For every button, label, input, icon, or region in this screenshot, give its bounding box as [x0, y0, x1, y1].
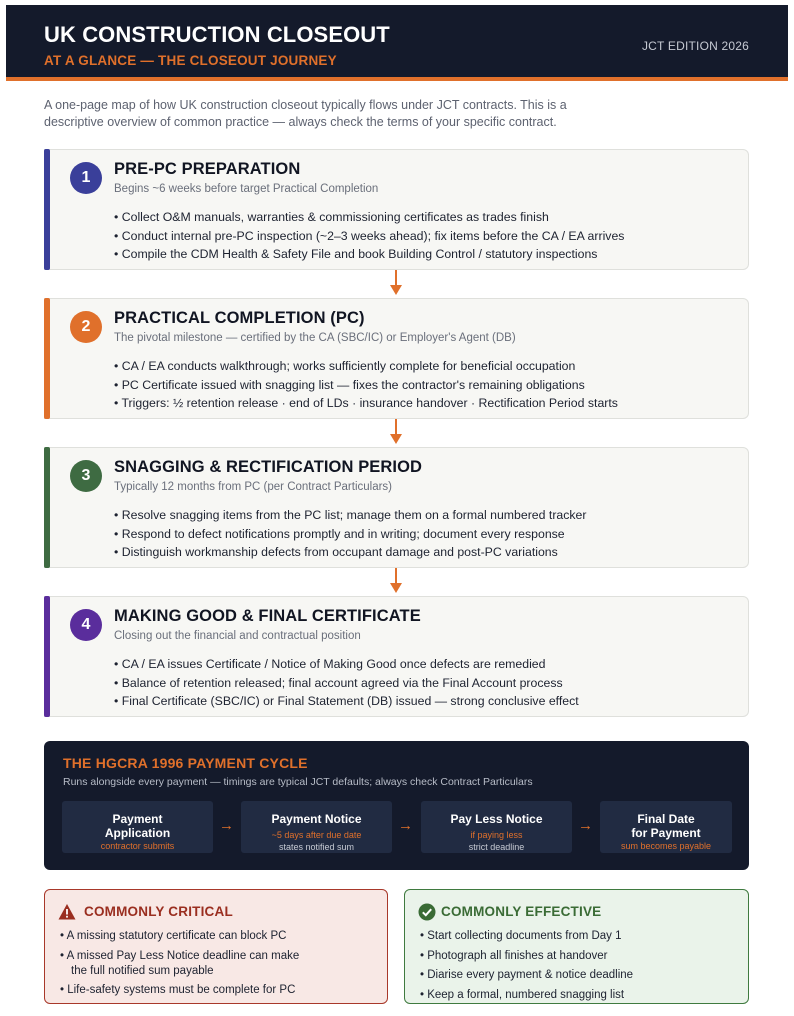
down-arrow-icon [390, 419, 402, 445]
effective-item-list [420, 929, 745, 1007]
phase-title: PRE-PC PREPARATION [114, 160, 301, 178]
step-note: ~5 days after due date [271, 830, 362, 840]
step-note: contractor submits [100, 841, 175, 851]
step-note: if paying less [470, 830, 523, 840]
phase-accent-bar [44, 298, 50, 419]
list-item: • Compile the CDM Health & Safety File and book Building Control / statutory inspections [114, 247, 598, 261]
phase-item-list [114, 208, 624, 264]
phase-item-list [114, 655, 579, 711]
list-item: • Triggers: ½ retention release · end of LDs · insurance handover · Rectification Period starts [114, 396, 618, 410]
list-item: • CA / EA conducts walkthrough; works sufficiently complete for beneficial occupation [114, 359, 576, 373]
list-item: • Life-safety systems must be complete for PC [60, 984, 296, 997]
phase-card-4 [44, 596, 749, 717]
phase-number-badge: 1 [70, 162, 102, 194]
right-arrow-icon: → [398, 817, 413, 834]
list-item: • A missed Pay Less Notice deadline can make the full notified sum payable [60, 949, 300, 977]
list-item: • Collect O&M manuals, warranties & commissioning certificates as trades finish [114, 210, 549, 224]
list-item: • Balance of retention released; final account agreed via the Final Account process [114, 675, 563, 690]
list-item: • Keep a formal, numbered snagging list [420, 988, 625, 1001]
phase-accent-bar [44, 149, 50, 270]
step-note: sum becomes payable [620, 841, 712, 851]
phase-number-badge: 3 [70, 460, 102, 492]
phase-subtitle: Closing out the financial and contractual position [114, 630, 361, 642]
down-arrow-icon [390, 568, 402, 594]
phase-accent-bar [44, 447, 50, 568]
phase-card-1 [44, 149, 749, 270]
commonly-critical-box [44, 889, 388, 1004]
right-arrow-icon: → [219, 817, 234, 834]
payment-step-application [62, 801, 213, 853]
list-item: • Start collecting documents from Day 1 [420, 930, 622, 942]
payment-cycle-subtitle: Runs alongside every payment — timings are typical JCT defaults; always check Contract Particulars [63, 776, 533, 788]
phase-item-list [114, 506, 586, 562]
phase-title: PRACTICAL COMPLETION (PC) [114, 309, 365, 327]
step-note: states notified sum [278, 842, 355, 852]
list-item: • PC Certificate issued with snagging list — fixes the contractor's remaining obligations [114, 377, 585, 392]
list-item: • A missing statutory certificate can block PC [60, 930, 287, 942]
warning-icon [58, 903, 76, 921]
phase-card-2 [44, 298, 749, 419]
phase-number-badge: 4 [70, 609, 102, 641]
right-arrow-icon: → [578, 817, 593, 834]
step-title: Payment Notice [271, 812, 362, 826]
check-circle-icon [418, 903, 436, 921]
header-accent-rule [6, 77, 788, 81]
phase-title: SNAGGING & RECTIFICATION PERIOD [114, 458, 423, 476]
critical-title: COMMONLY CRITICAL [84, 904, 233, 919]
effective-title: COMMONLY EFFECTIVE [441, 904, 602, 919]
list-item: • Respond to defect notifications promptly and in writing; document every response [114, 526, 565, 541]
step-title: Final Date [637, 812, 695, 826]
phase-subtitle: Typically 12 months from PC (per Contract Particulars) [114, 481, 393, 493]
step-title: Payment [112, 812, 163, 826]
step-note: strict deadline [468, 842, 525, 852]
list-item: • Diarise every payment & notice deadline [420, 969, 634, 982]
payment-cycle-title: THE HGCRA 1996 PAYMENT CYCLE [63, 755, 308, 771]
critical-item-list [60, 929, 385, 1003]
payment-step-pay-less [421, 801, 572, 853]
payment-step-notice [241, 801, 392, 853]
page-title: UK CONSTRUCTION CLOSEOUT [44, 22, 390, 47]
list-item: • Resolve snagging items from the PC list; manage them on a formal numbered tracker [114, 508, 587, 522]
payment-cycle-panel [44, 741, 749, 870]
payment-step-final-date [600, 801, 732, 853]
phase-subtitle: Begins ~6 weeks before target Practical Completion [114, 183, 379, 195]
list-item: • Photograph all finishes at handover [420, 949, 608, 962]
phase-accent-bar [44, 596, 50, 717]
edition-label: JCT EDITION 2026 [641, 39, 749, 53]
phase-title: MAKING GOOD & FINAL CERTIFICATE [114, 607, 421, 625]
phase-subtitle: The pivotal milestone — certified by the CA (SBC/IC) or Employer's Agent (DB) [114, 332, 516, 344]
step-title: Application [104, 826, 171, 840]
list-item: • Conduct internal pre-PC inspection (~2–3 weeks ahead); fix items before the CA / EA arrives [114, 228, 625, 243]
phase-item-list [114, 357, 618, 413]
down-arrow-icon [390, 270, 402, 296]
intro-paragraph: A one-page map of how UK construction closeout typically flows under JCT contracts. This is a descriptive overview of common practice — always check the terms of your specific contract. [44, 98, 567, 129]
commonly-effective-box [404, 889, 749, 1004]
list-item: • CA / EA issues Certificate / Notice of Making Good once defects are remedied [114, 657, 546, 671]
list-item: • Distinguish workmanship defects from occupant damage and post-PC variations [114, 545, 558, 559]
phase-card-3 [44, 447, 749, 568]
phase-number-badge: 2 [70, 311, 102, 343]
page-subtitle: AT A GLANCE — THE CLOSEOUT JOURNEY [44, 53, 337, 68]
step-title: for Payment [631, 826, 701, 840]
list-item: • Final Certificate (SBC/IC) or Final Statement (DB) issued — strong conclusive effect [114, 694, 579, 708]
header-banner [6, 5, 788, 78]
step-title: Pay Less Notice [450, 812, 543, 826]
